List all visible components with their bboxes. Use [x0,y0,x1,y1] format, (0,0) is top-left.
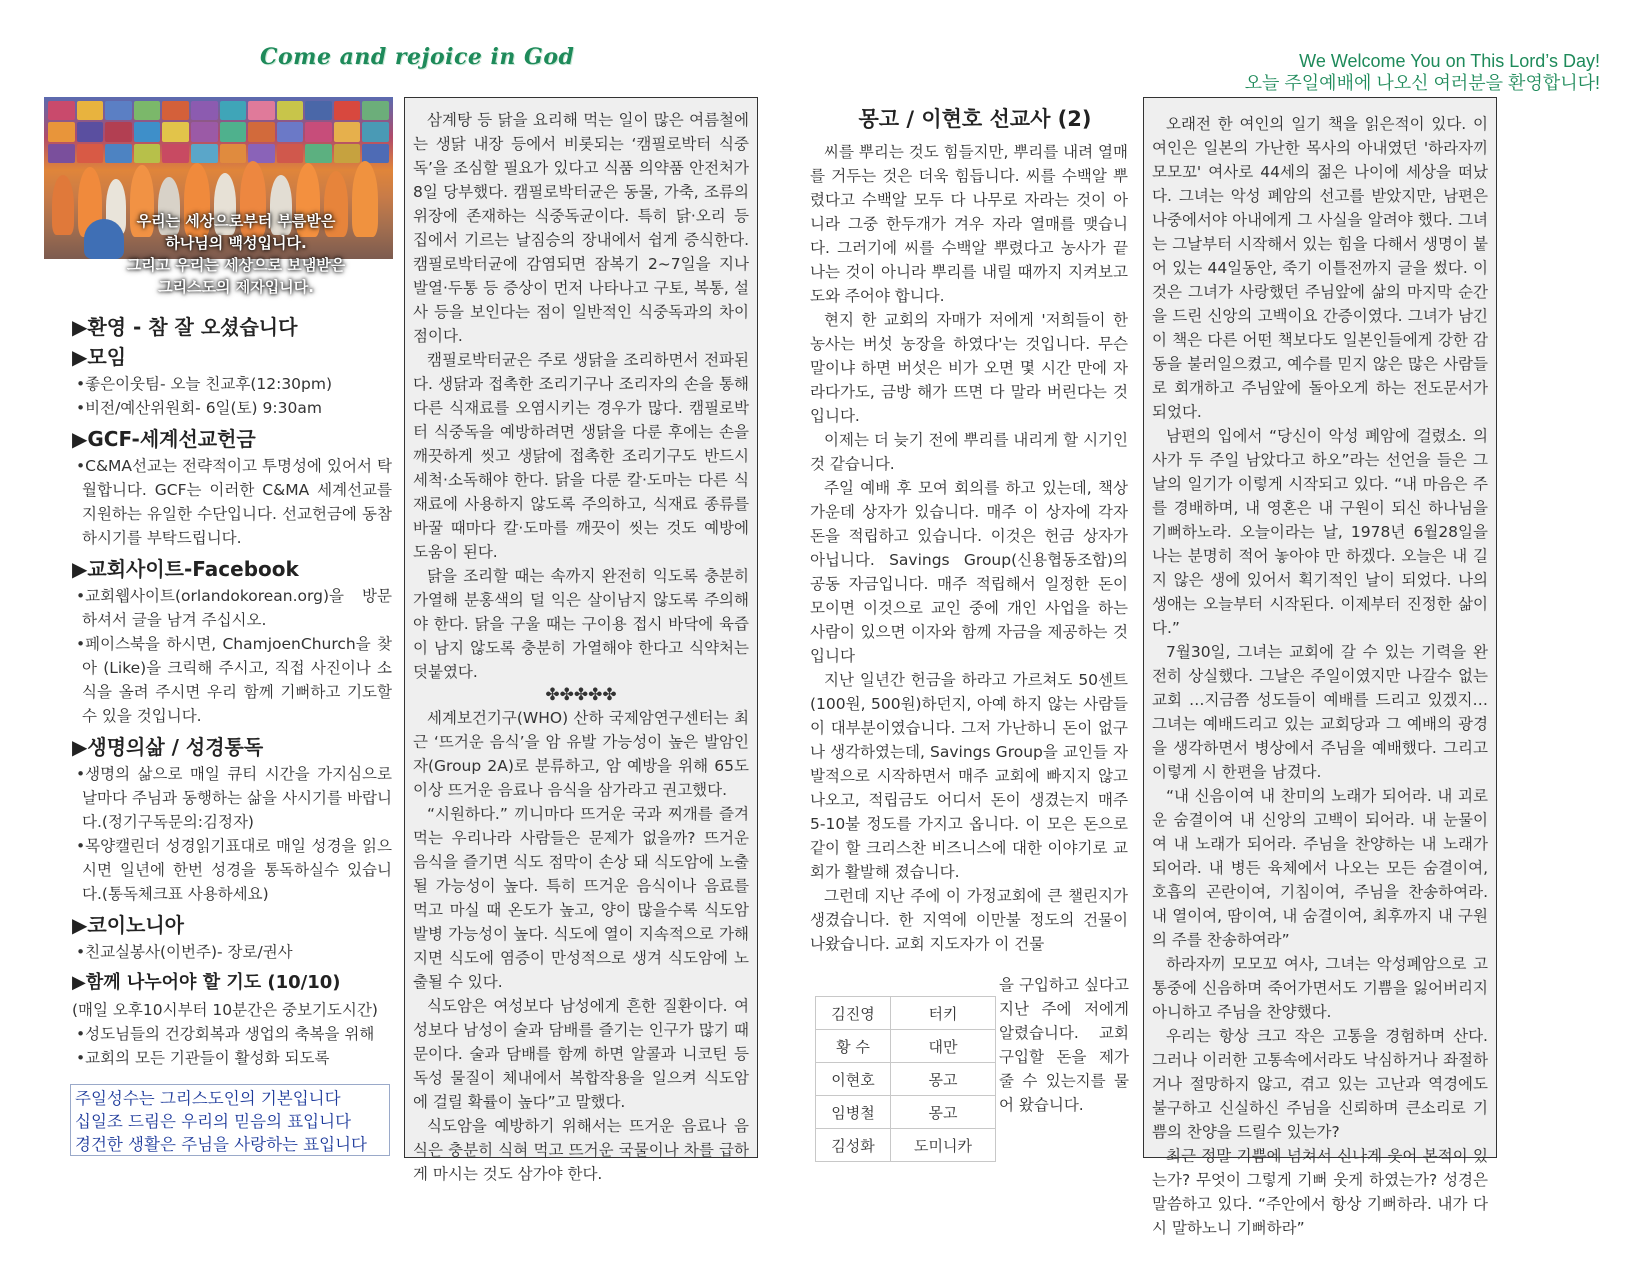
missionary-name: 김성화 [816,1129,891,1162]
diary-paragraph: 남편의 입에서 “당신이 악성 폐암에 걸렸소. 의사가 두 주일 남았다고 하오”라는 선언을 들은 그날의 일기가 이렇게 시작되고 있다. “내 마음은 주를 경배하며, 내 영혼은 내 구원이 되신 하나님을 기뻐하노라. 오늘이라는 날, 1978년 6월28일을 나는 분명히 적어 놓아야 만 하겠다. 오늘은 내 길지 않은 생에 있어서 획기적인 날이 되었다. 나의 생애는 오늘부터 시작된다. 이제부터 진정한 삶이다.” [1152,427,1488,637]
koinonia-item: •친교실봉사(이번주)- 장로/권사 [76,943,293,961]
prayer-heading: ▶함께 나누어야 할 기도 (10/10) [72,972,341,993]
announcements-column [72,312,392,1070]
diary-paragraph: 최근 정말 기쁨에 넘쳐서 신나게 웃어 본적이 있는가? 무엇이 그렇게 기뻐 웃게 하였는가? 성경은 말씀하고 있다. “주안에서 항상 기뻐하라. 내가 다시 말하노니 기뻐하라” [1152,1147,1488,1237]
slogan-left: Come and rejoice in God [260,44,575,70]
health-paragraph: “시원하다.” 끼니마다 뜨거운 국과 찌개를 즐겨 먹는 우리나라 사람들은 문제가 없을까? 뜨거운 음식을 즐기면 식도 점막이 손상 돼 식도암에 노출될 가능성이 높다. 특히 뜨거운 음식이나 음료를 먹고 마실 때 온도가 높고, 양이 많을수록 식도암발병 가능성이 높다. 식도에 열이 지속적으로 가해지면 식도에 염증이 만성적으로 생겨 식도암에 노출될 수 있다. [413,805,749,991]
caption-line: 하나님의 백성입니다. [165,234,307,252]
table-row [816,1030,996,1063]
health-paragraph: 캠필로박터균은 주로 생닭을 조리하면서 전파된다. 생닭과 접촉한 조리기구나 조리자의 손을 통해 다른 식재료를 오염시키는 경우가 많다. 캠필로박터 식중독을 예방하려면 생닭을 다룬 후에는 손을 깨끗하게 씻고 생닭에 접촉한 조리기구도 반드시 세척·소독해야 한다. 닭을 다룬 칼·도마는 다른 식재료에 사용하지 않도록 주의하고, 식재료 종류를 바꿀 때마다 칼·도마를 깨끗이 씻는 것도 예방에 도움이 된다. [413,351,749,561]
motto-line: 경건한 생활은 주님을 사랑하는 표입니다 [75,1135,367,1154]
mission-country: 도미니카 [891,1129,996,1162]
caption-line: 그리스도의 제자입니다. [158,278,314,296]
site-item: •페이스북을 하시면, ChamjoenChurch을 찾아 (Like)을 크릭해 주시고, 직접 사진이나 소식을 올려 주시면 우리 함께 기뻐하고 기도할 수 있을 것입니다. [76,635,392,725]
gcf-heading: ▶GCF-세계선교헌금 [72,427,256,451]
gcf-text: •C&MA선교는 전략적이고 투명성에 있어서 탁월합니다. GCF는 이러한 C&MA 세계선교를 지원하는 유일한 수단입니다. 선교헌금에 동참하시기를 부탁드립니다. [76,457,392,547]
caption-line: 우리는 세상으로부터 부름받은 [136,212,336,230]
diary-paragraph: “내 신음이여 내 찬미의 노래가 되어라. 내 괴로운 숨결이여 내 신앙의 고백이 되어라. 내 눈물이여 내 노래가 되어라. 주님을 찬양하는 내 노래가 되어라. 내 병든 육체에서 나오는 모든 숨결이여, 호흡의 곤란이여, 기침이여, 주님을 찬송하여라. 내 열이여, 땀이여, 내 숨결이여, 최후까지 내 구원의 주를 찬송하여라” [1152,787,1488,949]
caption-line: 그리고 우리는 세상으로 보냄받은 [126,256,346,274]
table-row [816,1129,996,1162]
koinonia-heading: ▶코이노니아 [72,913,184,937]
meeting-heading: ▶모임 [72,345,127,369]
missionary-table [815,996,996,1162]
health-paragraph: 식도암은 여성보다 남성에게 흔한 질환이다. 여성보다 남성이 술과 담배를 즐기는 인구가 많기 때문이다. 술과 담배를 함께 하면 알콜과 니코틴 등 독성 물질이 체내에서 복합작용을 일으켜 식도암에 걸릴 확률이 높다”고 말했다. [413,997,749,1111]
mission-paragraph: 이제는 더 늦기 전에 뿌리를 내리게 할 시기인 것 같습니다. [810,431,1129,473]
table-row [816,1063,996,1096]
mission-paragraph: 지난 일년간 헌금을 하라고 가르쳐도 50센트(100원, 500원)하던지, 아예 하지 않는 사람들이 대부분이였습니다. 그저 가난하니 돈이 없구나 생각하였는데, Savings Group을 교인들 자발적으로 시작하면서 매주 교회에 빠지지 않고 나오고, 적립금도 어디서 돈이 생겼는지 매주 5-10불 정도를 가지고 옵니다. 이 모은 돈으로 같이 할 크리스찬 비즈니스에 대한 이야기로 교회가 활발해 졌습니다. [810,671,1128,881]
life-item: •목양캘린더 성경읽기표대로 매일 성경을 읽으시면 일년에 한번 성경을 통독하실수 있습니다.(통독체크표 사용하세요) [76,837,392,903]
health-paragraph: 식도암을 예방하기 위해서는 뜨거운 음료나 음식은 충분히 식혀 먹고 뜨거운 국물이나 차를 급하게 마시는 것도 삼가야 한다. [413,1117,749,1183]
site-item: •교회웹사이트(orlandokorean.org)을 방문하셔서 글을 남겨 주십시오. [76,587,392,629]
diary-paragraph: 우리는 항상 크고 작은 고통을 경험하며 산다. 그러나 이러한 고통속에서라도 낙심하거나 좌절하거나 절망하지 않고, 겪고 있는 고난과 역경에도 불구하고 신실하신 주님을 신뢰하며 큰소리로 기쁨의 찬양을 드릴수 있는가? [1152,1027,1488,1141]
motto-box [70,1084,390,1156]
mission-title: 몽고 / 이현호 선교사 (2) [858,107,1092,131]
mission-paragraph: 그런데 지난 주에 이 가정교회에 큰 챌린지가 생겼습니다. 한 지역에 이만불 정도의 건물이 나왔습니다. 교회 지도자가 이 건물 [810,887,1128,953]
life-item: •생명의 삶으로 매일 큐티 시간을 가지심으로 날마다 주님과 동행하는 삶을 사시기를 바랍니다.(정기구독문의:김정자) [76,765,392,831]
welcome-korean: 오늘 주일예배에 나오신 여러분을 환영합니다! [1244,73,1600,93]
health-paragraph: 세계보건기구(WHO) 산하 국제암연구센터는 최근 ‘뜨거운 음식’을 암 유발 가능성이 높은 발암인자(Group 2A)로 분류하고, 암 예방을 위해 65도 이상 뜨거운 음료나 음식을 삼가라고 권고했다. [413,709,749,799]
mission-paragraph: 현지 한 교회의 자매가 저에게 '저희들이 한 농사는 버섯 농장을 하였다'는 것입니다. 무슨 말이냐 하면 버섯은 비가 오면 몇 시간 만에 자라다가도, 금방 해가 뜨면 다 말라 버린다는 것입니다. [810,311,1128,425]
meeting-item: •비전/예산위원회- 6일(토) 9:30am [76,399,322,417]
missionary-name: 이현호 [816,1063,891,1096]
health-paragraph: 삼계탕 등 닭을 요리해 먹는 일이 많은 여름철에는 생닭 내장 등에서 비롯되는 ‘캠필로박터 식중독’을 조심할 필요가 있다고 식품 의약품 안전처가 8일 당부했다. 캠필로박터균은 동물, 가축, 조류의 위장에 존재하는 식중독균이다. 특히 닭·오리 등 집에서 기르는 날짐승의 장내에서 쉽게 증식한다. 캠필로박터균에 감염되면 잠복기 2~7일을 지나 발열·두통 등 증상이 먼저 나타나고 구토, 복통, 설사 등을 보인다는 점이 일반적인 식중독과의 차이점이다. [413,111,749,345]
mission-side-text [999,973,1129,1117]
welcome-banner [1245,50,1600,94]
diary-paragraph: 하라자끼 모모꼬 여사, 그녀는 악성폐암으로 고통중에 신음하며 죽어가면서도 기쁨을 잃어버리지 아니하고 주님을 찬양했다. [1152,955,1488,1021]
mission-paragraph: 주일 예배 후 모여 회의를 하고 있는데, 책상 가운데 상자가 있습니다. 매주 이 상자에 각자 돈을 적립하고 있습니다. 이것은 헌금 상자가 아닙니다. Savings Group(신용협동조합)의 공동 자금입니다. 매주 적립해서 일정한 돈이 모이면 이것으로 교인 중에 개인 사업을 하는 사람이 있으면 이자와 함께 자금을 제공하는 것입니다 [810,479,1128,665]
motto-line: 십일조 드림은 우리의 믿음의 표입니다 [75,1112,352,1131]
mission-paragraph: 씨를 뿌리는 것도 힘들지만, 뿌리를 내려 열매를 거두는 것은 더욱 힘듭니다. 씨를 수백알 뿌렸다고 수백알 모두 다 나무로 자라는 것이 아니라 그중 한두개가 겨우 자라 열매를 맺습니다. 그러기에 씨를 수백알 뿌렸다고 농사가 끝나는 것이 아니라 뿌리를 내릴 때까지 지켜보고 도와 주어야 합니다. [810,143,1129,305]
mission-country: 몽고 [891,1063,996,1096]
mission-country: 대만 [891,1030,996,1063]
health-paragraph: 닭을 조리할 때는 속까지 완전히 익도록 충분히 가열해 분홍색의 덜 익은 살이남지 않도록 주의해야 한다. 닭을 구울 때는 구이용 접시 바닥에 육즙이 남지 않도록 충분히 가열해야 한다고 식약처는 덧붙였다. [413,567,749,681]
welcome-heading: ▶환영 - 참 잘 오셨습니다 [72,315,298,339]
site-heading: ▶교회사이트-Facebook [72,557,299,581]
missionary-name: 임병철 [816,1096,891,1129]
meeting-item: •좋은이웃팀- 오늘 친교후(12:30pm) [76,375,333,393]
diary-article-box [1143,97,1497,1237]
life-heading: ▶생명의삶 / 성경통독 [72,735,264,759]
table-row [816,1096,996,1129]
missionary-name: 황 수 [816,1030,891,1063]
table-row [816,997,996,1030]
welcome-english: We Welcome You on This Lord’s Day! [1299,51,1600,71]
diary-paragraph: 7월30일, 그녀는 교회에 갈 수 있는 기력을 완전히 상실했다. 그날은 주일이였지만 나갈수 없는 교회 …지금쯤 성도들이 예배를 드리고 있겠지… 그녀는 예배드리고 있는 교회당과 그 예배의 광경을 생각하면서 병상에서 주님을 예배했다. 그리고 이렇게 시 한편을 남겼다. [1152,643,1488,781]
mission-country: 몽고 [891,1096,996,1129]
missionary-name: 김진영 [816,997,891,1030]
photo-caption [44,210,428,298]
health-article-box [404,97,758,1183]
prayer-item: •성도님들의 건강회복과 생업의 축복을 위해 [76,1025,375,1043]
prayer-note: (매일 오후10시부터 10분간은 중보기도시간) [72,1001,378,1019]
mission-country: 터키 [891,997,996,1030]
motto-line: 주일성수는 그리스도인의 기본입니다 [75,1089,341,1108]
diary-paragraph: 오래전 한 여인의 일기 책을 읽은적이 있다. 이 여인은 일본의 가난한 목사의 아내였던 '하라자끼 모모꼬' 여사로 44세의 젊은 나이에 세상을 떠났다. 그녀는 악성 폐암의 선고를 받았지만, 남편은 나중에서야 아내에게 그 사실을 알려야 했다. 그녀는 그날부터 시작해서 있는 힘을 다해서 생명이 붙어 있는 44일동안, 죽기 이틀전까지 글을 썼다. 이것은 그녀가 사랑했던 주님앞에 삶의 마지막 순간을 드린 신앙의 고백이요 간증이였다. 그녀가 남긴 이 책은 다른 어떤 책보다도 일본인들에게 강한 감동을 불러일으켰고, 예수를 믿지 않은 많은 사람들로 회개하고 주님앞에 돌아오게 하는 전도문서가 되었다. [1152,115,1488,421]
prayer-item: •교회의 모든 기관들이 활성화 되도록 [76,1049,330,1067]
mission-letter [810,140,1128,956]
section-separator: ✤✤✤✤✤ [545,685,617,705]
mission-paragraph: 을 구입하고 싶다고 지난 주에 저에게 알렸습니다. 교회 구입할 돈을 제가 줄 수 있는지를 물어 왔습니다. [999,976,1129,1114]
